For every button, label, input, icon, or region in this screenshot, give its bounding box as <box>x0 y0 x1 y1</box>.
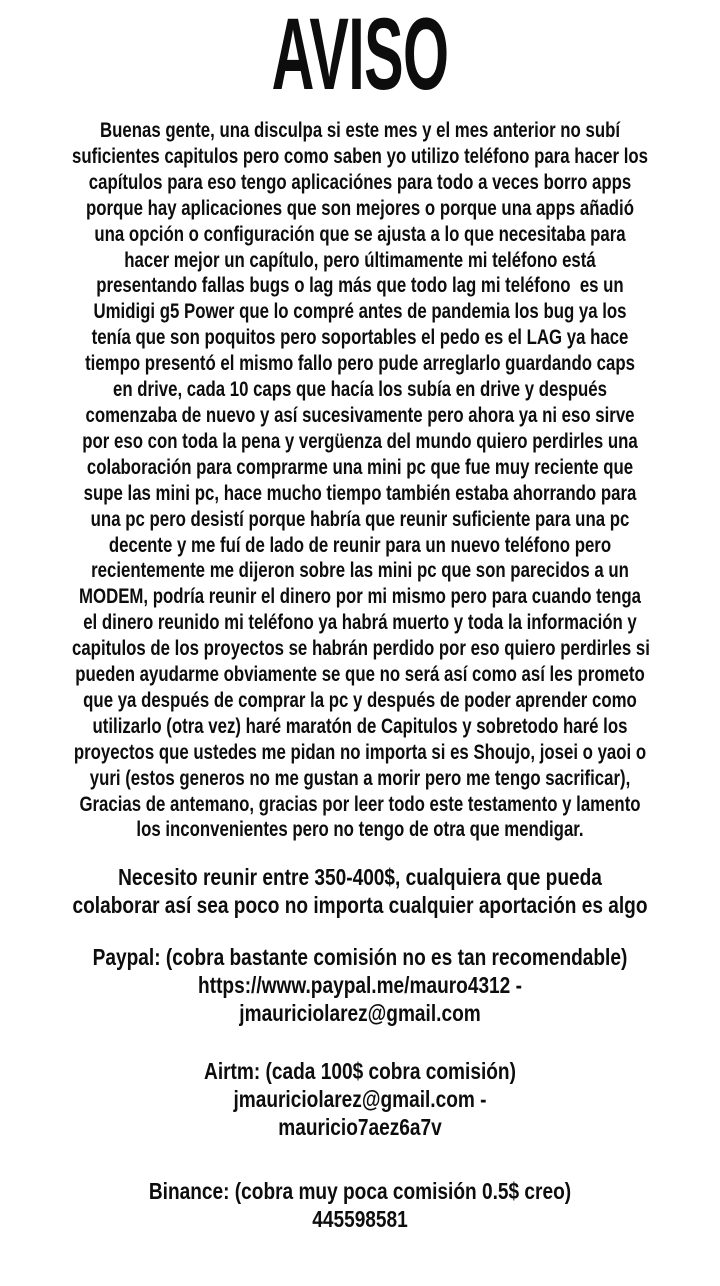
page-title: AVISO <box>271 0 449 111</box>
airtm-email: jmauriciolarez@gmail.com - <box>233 1086 487 1113</box>
text-line: Gracias de antemano, gracias por leer todo este testamento y lamento <box>79 792 641 816</box>
text-line: decente y me fuí de lado de reunir para un nuevo teléfono pero <box>108 533 612 557</box>
text-line: supe las mini pc, hace mucho tiempo también estaba ahorrando para <box>83 481 637 505</box>
text-line: tiempo presentó el mismo fallo pero pude arreglarlo guardando caps <box>85 352 635 376</box>
text-line: Umidigi g5 Power que lo compré antes de pandemia los bug ya los <box>93 300 627 324</box>
notice-body <box>0 118 720 843</box>
payment-paypal <box>0 943 720 1027</box>
text-line: una pc pero desistí porque habría que reunir suficiente para una pc <box>90 507 630 531</box>
paypal-email: jmauriciolarez@gmail.com <box>239 1000 481 1027</box>
text-line: suficientes capitulos pero como saben yo utilizo teléfono para hacer los <box>72 144 648 168</box>
text-line: comenzaba de nuevo y así sucesivamente pero ahora ya ni eso sirve <box>85 403 635 427</box>
airtm-heading: Airtm: (cada 100$ cobra comisión) <box>204 1058 516 1085</box>
text-line: recientemente me dijeron sobre las mini pc que son parecidos a un <box>91 559 629 583</box>
text-line: pueden ayudarme obviamente se que no será así como así les prometo <box>75 663 645 687</box>
text-line: hacer mejor un capítulo, pero últimamente mi teléfono está <box>124 248 596 272</box>
text-line: Buenas gente, una disculpa si este mes y el mes anterior no subí <box>99 119 621 142</box>
text-line: porque hay aplicaciones que son mejores o porque una apps añadió <box>86 196 634 220</box>
text-line: una opción o configuración que se ajusta a lo que necesitaba para <box>94 222 626 246</box>
binance-pay-id: 445598581 <box>312 1206 408 1233</box>
binance-heading: Binance: (cobra muy poca comisión 0.5$ creo) <box>148 1178 572 1205</box>
text-line: que ya después de comprar la pc y después de poder aprender como <box>83 688 637 712</box>
funding-goal <box>0 864 720 919</box>
text-line: yuri (estos generos no me gustan a morir pero me tengo sacrificar), <box>89 766 631 790</box>
text-line: utilizarlo (otra vez) haré maratón de Capitulos y sobretodo haré los <box>92 714 628 738</box>
text-line: presentando fallas bugs o lag más que todo lag mi teléfono es un <box>96 274 624 298</box>
text-line: capítulos para eso tengo aplicaciónes para todo a veces borro apps <box>88 170 632 194</box>
text-line: por eso con toda la pena y vergüenza del mundo quiero perdirles una <box>82 429 638 453</box>
text-line: en drive, cada 10 caps que hacía los subía en drive y después <box>113 378 607 402</box>
text-line: proyectos que ustedes me pidan no importa si es Shoujo, josei o yaoi o <box>73 740 647 764</box>
paypal-heading: Paypal: (cobra bastante comisión no es tan recomendable) <box>92 944 628 971</box>
paypal-url[interactable]: https://www.paypal.me/mauro4312 - <box>198 972 522 999</box>
text-line: los inconvenientes pero no tengo de otra que mendigar. <box>136 818 584 842</box>
text-line: tenía que son poquitos pero soportables el pedo es el LAG ya hace <box>91 326 629 350</box>
text-line: MODEM, podría reunir el dinero por mi mismo pero para cuando tenga <box>79 585 641 609</box>
payment-airtm <box>0 1057 720 1141</box>
payment-binance <box>0 1177 720 1233</box>
airtm-username: mauricio7aez6a7v <box>278 1114 442 1141</box>
goal-line: Necesito reunir entre 350-400$, cualquiera que pueda <box>118 864 602 891</box>
text-line: capitulos de los proyectos se habrán perdido por eso quiero perdirles si <box>72 637 650 661</box>
text-line: el dinero reunido mi teléfono ya habrá muerto y toda la información y <box>83 611 637 635</box>
text-line: colaboración para comprarme una mini pc que fue muy reciente que <box>86 455 634 479</box>
goal-line: colaborar así sea poco no importa cualquier aportación es algo <box>72 891 648 918</box>
